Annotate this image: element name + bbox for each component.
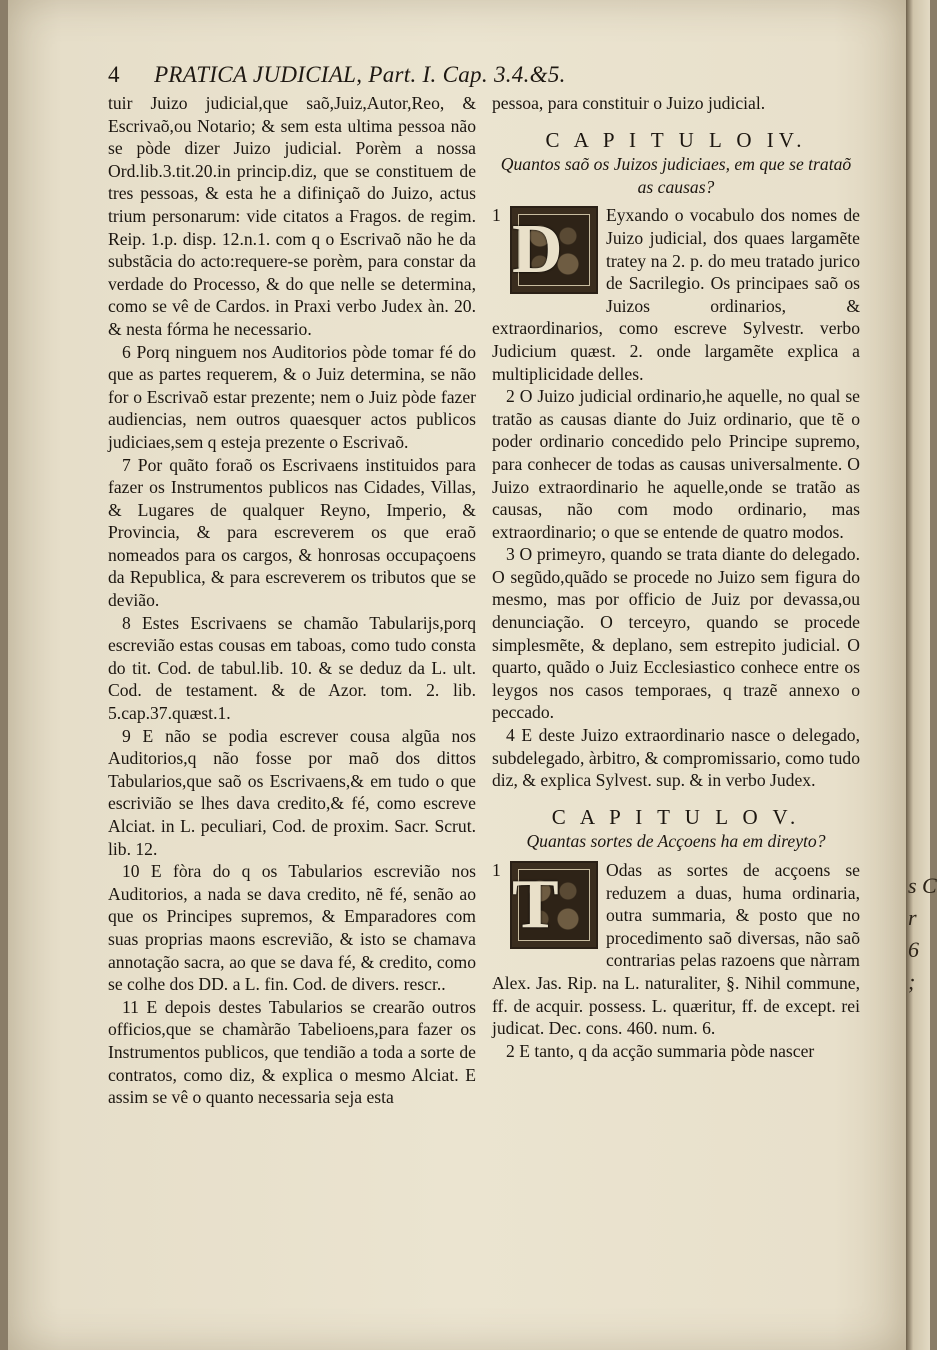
initial-letter: D: [512, 211, 563, 289]
left-paragraph-5-cont: tuir Juizo judicial,que saõ,Juiz,Autor,Reo, & Escrivaõ,ou Notario; & sem esta ultima pessoa não se pòde dizer Juizo judicial. Porèm a nossa Ord.lib.3.tit.20.in princip.diz, que se constituem de tres pessoas, & esta he a difiniçaõ do Juizo, actus trium personarum: vide citatos a Fragos. de regim. Reip. 1.p. disp. 12.n.1. com q o Escrivaõ não he da substãcia do acto:requere-se porèm, para constar da verdade do Processo, & do que nelle se determina, como se vê de Cardos. in Praxi verbo Judex àn. 20. & nesta fórma he necessario.: [108, 93, 476, 339]
left-paragraph-11: 11 E depois destes Tabularios se crearão outros officios,que se chamàrão Tabelioens,para fazer os Instrumentos publicos, que tendião a toda a sorte de contratos, como diz, & explica o mesmo Alciat. E assim se vê o quanto necessaria seja esta: [108, 996, 476, 1108]
chapter-4-paragraph-3: 3 O primeyro, quando se trata diante do delegado. O segũdo,quãdo se procede no Juizo sem figura do mesmo, mas por officio de Juiz por devassa,ou denunciação. O terceyro, quando se procede simplesmẽte, & deplano, sem estrepito judicial. O quarto, quãdo o Juiz Ecclesiastico conhece entre os leygos nos casos temporaes, q trazẽ annexo o peccado.: [492, 544, 860, 723]
chapter-4-paragraph-1: Eyxando o vocabulo dos nomes de Juizo judicial, dos quaes largamẽte tratey na 2. p. do meu tratado jurico de Sacrilegio. Os principaes saõ os Juizos ordinarios, & extraordinarios, como escreve Sylvestr. verbo Judicium quæst. 2. onde largamẽte explica a multiplicidade delles.: [492, 205, 860, 384]
chapter-5-title: C A P I T U L O V.: [551, 804, 801, 829]
chapter-5-subtitle: Quantas sortes de Acçoens ha em direyto?: [526, 831, 826, 852]
decorated-initial-d: [510, 206, 598, 294]
next-page-edge: [906, 0, 937, 1350]
decorated-initial-t: [510, 861, 598, 949]
chapter-4-paragraph-2: 2 O Juizo judicial ordinario,he aquelle, no qual se tratão as causas diante do Juiz ordinario, que tẽ o poder ordinario concedido pelo Principe supremo, para conhecer de todas as causas universalmente. O Juizo extraordinario he aquelle,onde se tratão as causas, não com modo ordinario, mas extraordinario; o que se entende de quatro modos.: [492, 386, 860, 542]
chapter-5-paragraph-1: Odas as sortes de acçoens se reduzem a duas, huma ordinaria, outra summaria, & posto que no procedimento saõ diversas, não saõ contrarias pelas razoens que nàrram Alex. Jas. Rip. na L. naturaliter, §. Nihil commune, ff. de acquir. possess. L. quæritur, ff. de except. rei judicat. Dec. cons. 460. num. 6.: [492, 860, 860, 1039]
initial-letter: T: [512, 866, 559, 943]
chapter-4-paragraph-4: 4 E deste Juizo extraordinario nasce o delegado, subdelegado, àrbitro, & compromissario, como tudo diz, & explica Sylvest. sup. & in verbo Judex.: [492, 725, 860, 791]
left-paragraph-6: 6 Porq ninguem nos Auditorios pòde tomar fé do que as partes requerem, & o Juiz determina, se não for o Escrivaõ estar prezente; nem o Juiz pòde fazer audiencias, nem outros quaesquer actos publicos judiciaes,sem q esteja prezente o Escrivaõ.: [108, 341, 476, 452]
running-header: [108, 62, 868, 88]
chapter-5-paragraph-2: 2 E tanto, q da acção summaria pòde nascer: [506, 1040, 815, 1061]
right-intro-line: pessoa, para constituir o Juizo judicial.: [492, 93, 766, 113]
left-paragraph-7: 7 Por quãto foraõ os Escrivaens instituidos para fazer os Instrumentos publicos nas Cidades, Villas, & Lugares de qualquer Reyno, Imperio, & Provincia, & para escreverem os que eraõ nomeados para os cargos, & honrosas occupaçoens da Republica, & para escreverem os tributos que se devião.: [108, 454, 476, 611]
page-number: 4: [108, 62, 120, 87]
chapter-4-title: C A P I T U L O IV.: [545, 127, 807, 152]
chapter-5-paragraph-number: 1: [492, 860, 501, 880]
next-page-edge-text: s C r 6 ;: [908, 873, 937, 994]
chapter-5-opening: [492, 859, 860, 1040]
chapter-4-opening: [492, 204, 860, 385]
chapter-4-subtitle: Quantos saõ os Juizos judiciaes, em que se trataõ as causas?: [500, 154, 852, 197]
chapter-4-paragraph-number: 1: [492, 205, 501, 226]
left-paragraph-8: 8 Estes Escrivaens se chamão Tabularijs,porq escrevião estas cousas em taboas, como tudo consta do tit. Cod. de tabul.lib. 10. & se deduz da L. ult. Cod. de testament. & de Azor. tom. 2. lib. 5.cap.37.quæst.1.: [108, 612, 476, 724]
left-paragraph-10: 10 E fòra do q os Tabularios escrevião nos Auditorios, a nada se dava credito, nẽ fé, senão ao que os Principes supremos, & Emparadores com suas proprias maons escrevião, & isto se chamava annotação sacra, ao que se dava fé, & credito, como se colhe dos DD. a L. fin. Cod. de divers. rescr..: [108, 861, 476, 995]
left-paragraph-9: 9 E não se podia escrever cousa algũa nos Auditorios,q não fosse por maõ dos dittos Tabularios,que saõ os Escrivaens,& em tudo o que escrivião se lhes dava credito,& fé, como escreve Alciat. in L. peculiari, Cod. de proxim. Sacr. Scrut. lib. 12.: [108, 725, 476, 859]
right-column: [492, 92, 860, 1062]
left-column: [108, 92, 476, 1109]
running-title: PRATICA JUDICIAL, Part. I. Cap. 3.4.&5.: [154, 62, 566, 87]
